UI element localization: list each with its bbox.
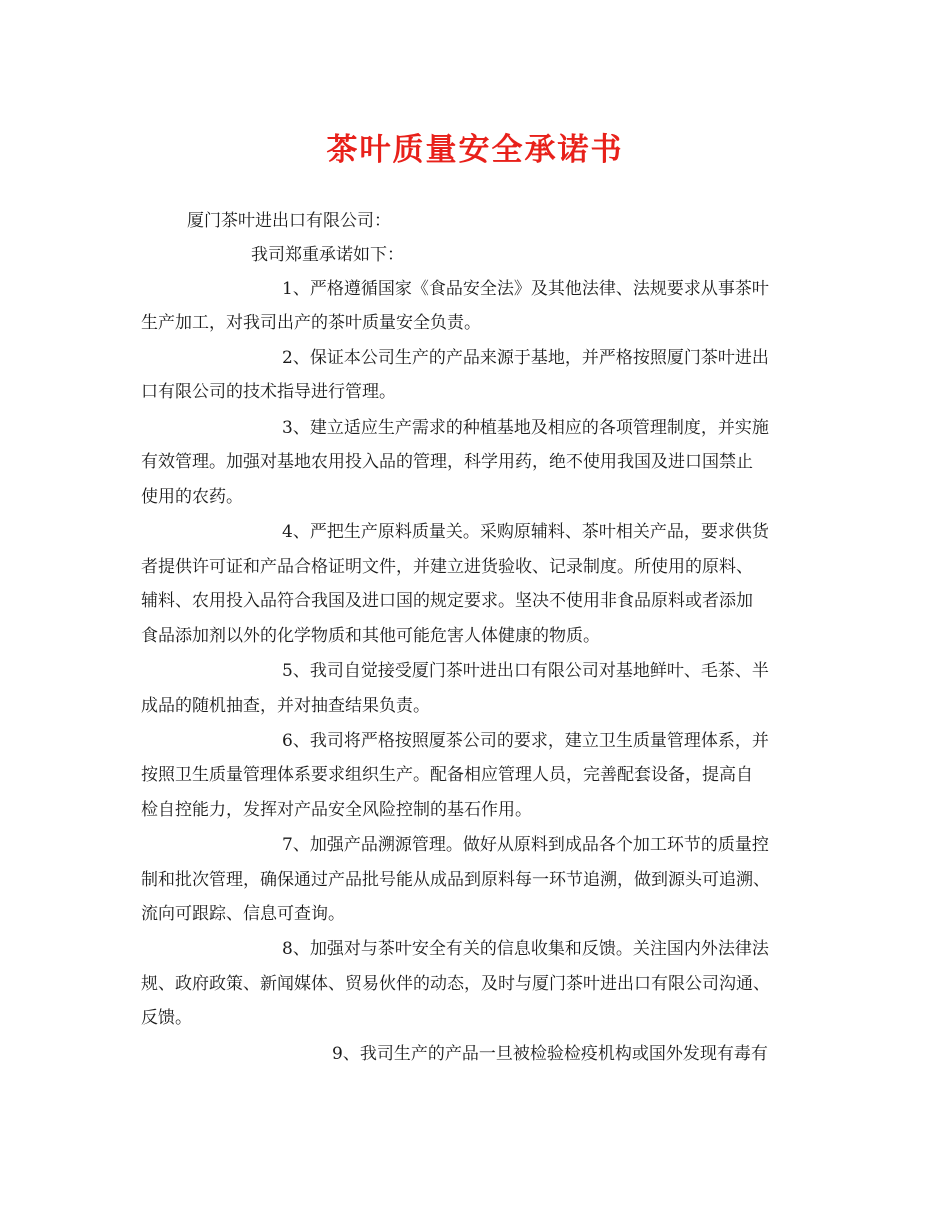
body-line: 2、保证本公司生产的产品来源于基地，并严格按照厦门茶叶进出 (282, 348, 769, 368)
body-line: 使用的农药。 (141, 487, 243, 507)
body-line: 7、加强产品溯源管理。做好从原料到成品各个加工环节的质量控 (282, 835, 769, 855)
body-line: 辅料、农用投入品符合我国及进口国的规定要求。坚决不使用非食品原料或者添加 (141, 591, 753, 611)
body-line: 6、我司将严格按照厦茶公司的要求，建立卫生质量管理体系，并 (282, 731, 769, 751)
body-line: 8、加强对与茶叶安全有关的信息收集和反馈。关注国内外法律法 (282, 939, 769, 959)
body-line: 规、政府政策、新闻媒体、贸易伙伴的动态，及时与厦门茶叶进出口有限公司沟通、 (141, 974, 770, 994)
salutation: 厦门茶叶进出口有限公司： (187, 211, 391, 231)
body-line: 成品的随机抽查，并对抽查结果负责。 (141, 696, 430, 716)
body-line: 5、我司自觉接受厦门茶叶进出口有限公司对基地鲜叶、毛茶、半 (282, 661, 769, 681)
body-line: 制和批次管理，确保通过产品批号能从成品到原料每一环节追溯，做到源头可追溯、 (141, 870, 770, 890)
body-line: 食品添加剂以外的化学物质和其他可能危害人体健康的物质。 (141, 626, 600, 646)
body-line: 9、我司生产的产品一旦被检验检疫机构或国外发现有毒有 (332, 1044, 768, 1064)
body-line: 有效管理。加强对基地农用投入品的管理，科学用药，绝不使用我国及进口国禁止 (141, 452, 753, 472)
document-title: 茶叶质量安全承诺书 (326, 132, 624, 168)
body-line: 1、严格遵循国家《食品安全法》及其他法律、法规要求从事茶叶 (282, 279, 769, 299)
body-line: 4、严把生产原料质量关。采购原辅料、茶叶相关产品，要求供货 (282, 522, 769, 542)
body-line: 者提供许可证和产品合格证明文件，并建立进货验收、记录制度。所使用的原料、 (141, 557, 753, 577)
body-line: 按照卫生质量管理体系要求组织生产。配备相应管理人员，完善配套设备，提高自 (141, 765, 753, 785)
body-line: 3、建立适应生产需求的种植基地及相应的各项管理制度，并实施 (282, 418, 769, 438)
body-line: 流向可跟踪、信息可查询。 (141, 904, 345, 924)
body-line: 口有限公司的技术指导进行管理。 (141, 382, 396, 402)
intro-line: 我司郑重承诺如下： (251, 245, 404, 265)
body-line: 生产加工，对我司出产的茶叶质量安全负责。 (141, 313, 481, 333)
body-line: 反馈。 (141, 1008, 192, 1028)
body-line: 检自控能力，发挥对产品安全风险控制的基石作用。 (141, 800, 532, 820)
